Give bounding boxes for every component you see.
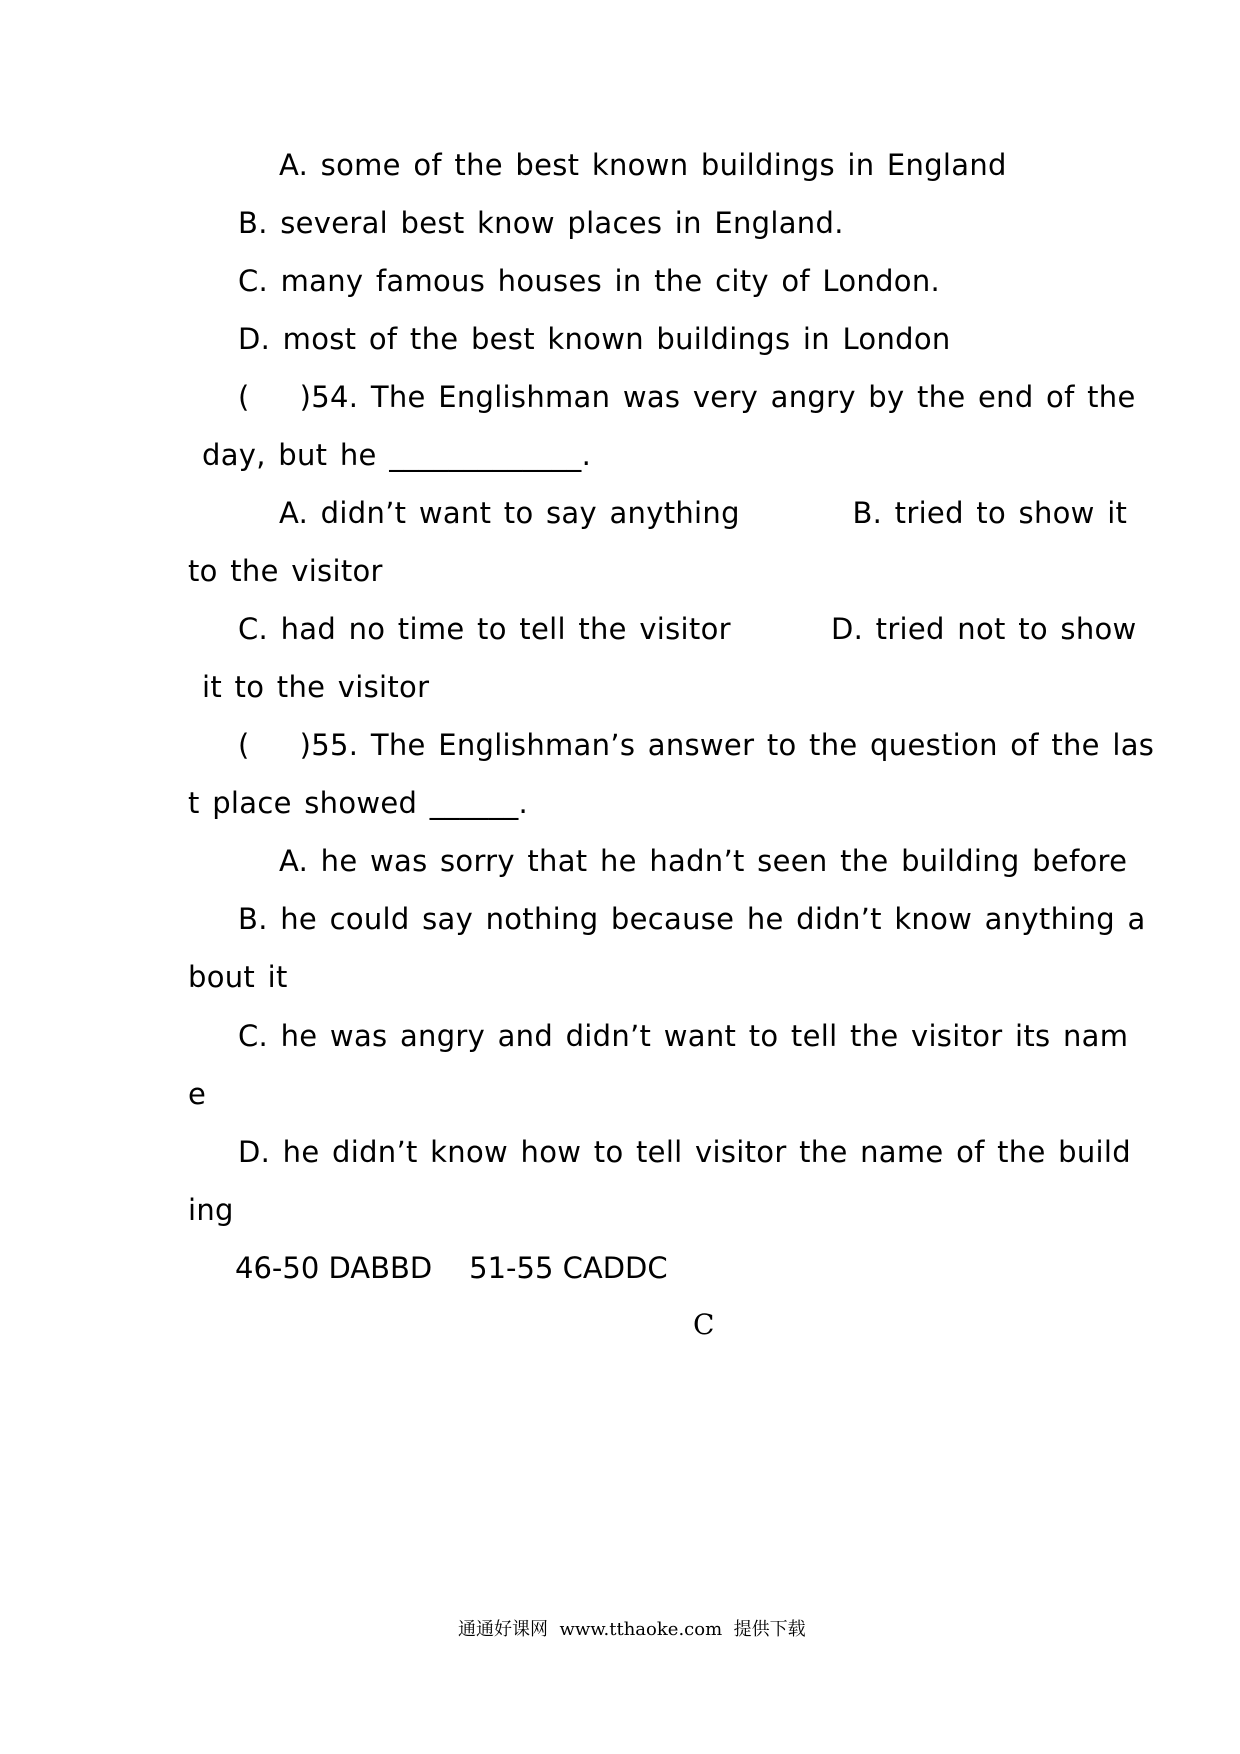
option-53-b: B. several best know places in England.	[238, 206, 844, 240]
option-54-b-continued: to the visitor	[188, 554, 383, 588]
option-53-d: D. most of the best known buildings in London	[238, 322, 951, 356]
option-54-d-continued: it to the visitor	[202, 670, 430, 704]
option-55-b: B. he could say nothing because he didn’t know anything a	[238, 902, 1146, 936]
option-54-a-b: A. didn’t want to say anything B. tried to show it	[279, 496, 1128, 530]
question-54-line-2: day, but he _____________.	[202, 438, 592, 472]
option-53-a: A. some of the best known buildings in England	[279, 148, 1007, 182]
option-53-c: C. many famous houses in the city of London.	[238, 264, 941, 298]
answer-key: 46-50 DABBD 51-55 CADDC	[235, 1251, 668, 1285]
option-54-c-d: C. had no time to tell the visitor D. tried not to show	[238, 612, 1137, 646]
question-54-line-1: ( )54. The Englishman was very angry by the end of the	[238, 380, 1136, 414]
question-55-line-2: t place showed ______.	[188, 786, 529, 820]
option-55-c: C. he was angry and didn’t want to tell the visitor its nam	[238, 1019, 1129, 1053]
section-letter: C	[693, 1308, 715, 1341]
option-55-a: A. he was sorry that he hadn’t seen the building before	[279, 844, 1128, 878]
option-55-b-continued: bout it	[188, 960, 288, 994]
option-55-d-continued: ing	[188, 1193, 234, 1227]
footer-source: 通通好课网 www.tthaoke.com 提供下载	[458, 1619, 806, 1640]
option-55-d: D. he didn’t know how to tell visitor the name of the build	[238, 1135, 1131, 1169]
question-55-line-1: ( )55. The Englishman’s answer to the question of the las	[238, 728, 1155, 762]
option-55-c-continued: e	[188, 1077, 207, 1111]
